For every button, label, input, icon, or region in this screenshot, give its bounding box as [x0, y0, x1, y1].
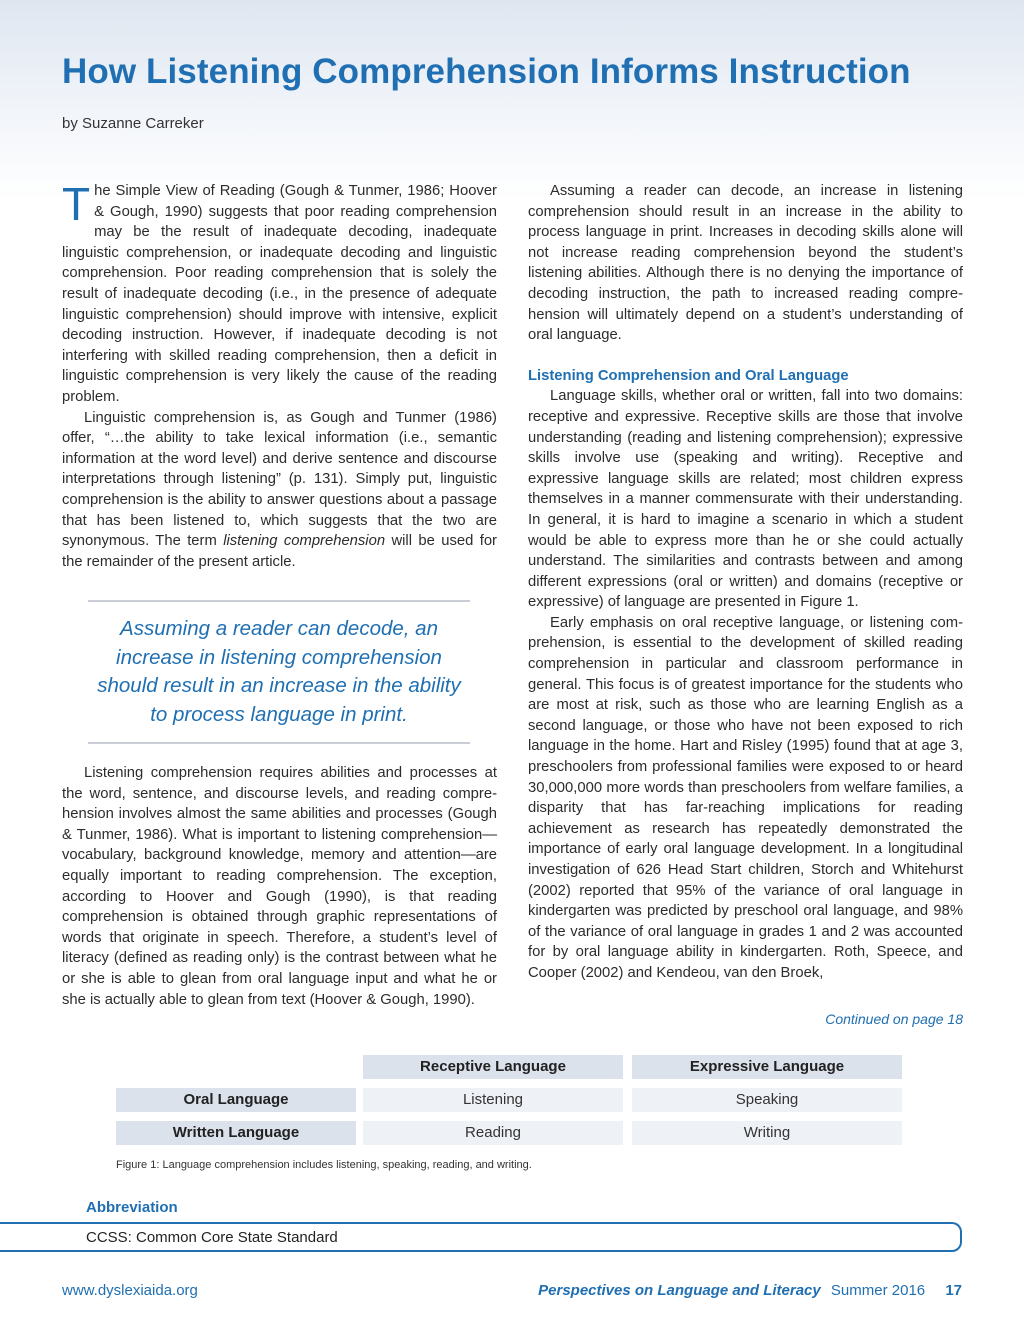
article-title: How Listening Comprehension Informs Instruction	[62, 52, 911, 91]
cell-reading: Reading	[363, 1121, 623, 1145]
intro-text: he Simple View of Reading (Gough & Tunmer, 1986; Hoover & Gough, 1990) suggests that poor reading comprehension may be the result of inadequate decoding, inadequate linguistic comprehension, or inadequate decoding and linguistic comprehension. Poor reading comprehension that is solely the result of inadequate decoding (i.e., in the presence of adequate linguistic comprehension) should improve with intensive, explicit decoding instruction. However, if inadequate decoding is not interfering with skilled reading comprehension, then a deficit in linguistic comprehension is very likely the cause of the reading problem.	[62, 183, 497, 405]
cell-listening: Listening	[363, 1088, 623, 1112]
section-heading: Listening Comprehension and Oral Language	[528, 367, 849, 384]
drop-cap: T	[62, 178, 91, 230]
row-header-written: Written Language	[116, 1121, 356, 1145]
pull-quote-text: Assuming a reader can decode, an increase in listening comprehension should result in an increase in the ability to process language in print.	[97, 617, 461, 726]
page-number: 17	[945, 1282, 962, 1299]
journal-issue: Summer 2016	[830, 1282, 926, 1299]
pull-quote	[88, 600, 470, 744]
paragraph-language-skills: Language skills, whether oral or written, fall into two domains: receptive and expressive. Receptive skills are those that involve understanding (reading and listening comprehension); expressive skills involve use (speaking and writing). Receptive and expressive language skills are related; most children express themselves in a manner commensurate with their understanding. In general, it is hard to imagine a scenario in which a student would be able to express more than he or she could actually understand. The similarities and contrasts between and among different expressions (oral or written) and domains (receptive or expressive) of language are presented in Figure 1.	[528, 388, 963, 611]
left-column-bottom	[62, 763, 497, 1010]
intro-paragraph	[62, 178, 497, 408]
abbreviation-text: CCSS: Common Core State Standard	[86, 1229, 338, 1246]
paragraph-linguistic-comprehension	[62, 408, 497, 573]
col-header-expressive: Expressive Language	[632, 1055, 902, 1079]
p2-text-a: Linguistic comprehension is, as Gough and Tunmer (1986) offer, “…the ability to take lexical information (i.e., semantic information at the word level) and derive sentence and discourse interpretations through listening” (p. 131). Simply put, linguistic comprehension is the ability to answer questions about a passage that has been listened to, which suggests that the two are synonymous. The term	[62, 409, 497, 550]
cell-writing: Writing	[632, 1121, 902, 1145]
figure-caption: Figure 1: Language comprehension includes listening, speaking, reading, and writing.	[116, 1159, 532, 1171]
row-header-oral: Oral Language	[116, 1088, 356, 1112]
paragraph-listening-requirements: Listening comprehension requires abilities and processes at the word, sentence, and discourse levels, and reading comprehension involves almost the same abilities and processes (Gough & Tunmer, 1986). What is important to listening comprehension—vocabulary, background knowledge, memory and attention—are equally important to reading comprehension. The exception, according to Hoover and Gough (1990), is that reading comprehension is obtained through graphic representations of words that originate in speech. Therefore, a student’s level of literacy (defined as reading only) is the contrast between what he or she is able to glean from oral language input and what he or she is actually able to glean from text (Hoover & Gough, 1990).	[62, 765, 497, 1008]
paragraph-decoding: Assuming a reader can decode, an increase in listening comprehension should result in an increase in the ability to process language in print. Increases in decoding skills alone will not increase reading comprehension beyond the student’s listening abilities. Although there is no denying the importance of decoding instruction, the path to increased reading comprehension will ultimately depend on a student’s understanding of oral language.	[528, 183, 963, 344]
paragraph-early-emphasis: Early emphasis on oral receptive language, or listening comprehension, is essential to the development of skilled reading comprehension in particular and classroom performance in general. This focus is of greatest importance for the students who are most at risk, such as those who are learning English as a second language, or those who have not been exposed to rich language in the home. Hart and Risley (1995) found that at age 3, preschoolers from professional families were exposed to or heard 30,000,000 more words than preschoolers from welfare families, a disparity that has far-reaching implications for reading achievement as research has repeatedly demonstrated the importance of early oral language development. In a longitudinal investigation of 626 Head Start children, Storch and Whitehurst (2002) reported that 95% of the variance of oral language in kindergarten was predicted by preschool oral language, and 98% of the variance of oral language in grades 1 and 2 was accounted for by oral language ability in kindergarten. Roth, Speece, and Cooper (2002) and Kendeou, van den Broek,	[528, 614, 963, 981]
header-band	[0, 0, 1024, 200]
footer-website-link[interactable]: www.dyslexiaida.org	[62, 1282, 198, 1299]
left-column-top	[62, 178, 497, 572]
footer-publication	[538, 1282, 962, 1299]
right-column	[528, 181, 963, 984]
p2-italic-term: listening comprehension	[223, 533, 386, 550]
cell-speaking: Speaking	[632, 1088, 902, 1112]
byline: by Suzanne Carreker	[62, 115, 204, 132]
p2-text-b: will be used for the remainder of the present article.	[62, 533, 497, 570]
abbreviation-title: Abbreviation	[86, 1199, 178, 1216]
journal-name: Perspectives on Language and Literacy	[538, 1282, 821, 1299]
continued-link[interactable]: Continued on page 18	[825, 1011, 963, 1027]
col-header-receptive: Receptive Language	[363, 1055, 623, 1079]
